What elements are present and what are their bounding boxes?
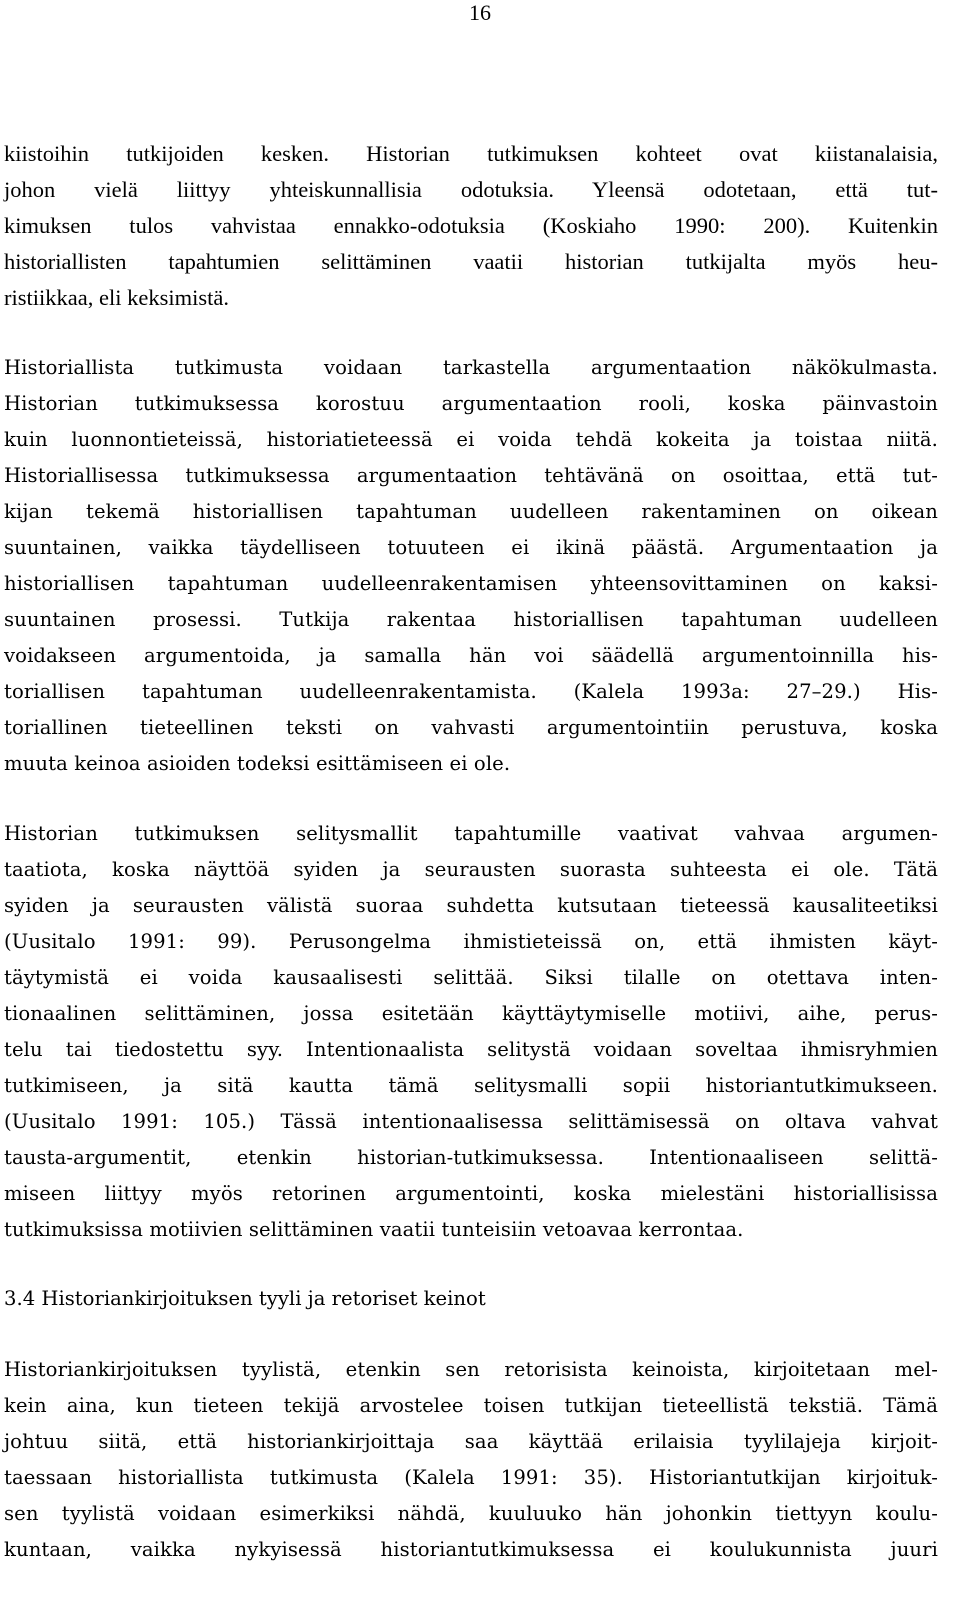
text-line: toriallisen tapahtuman uudelleenrakentamista. (Kalela 1993a: 27–29.) His-: [4, 680, 938, 703]
text-line: kein aina, kun tieteen tekijä arvostelee toisen tutkijan tieteellistä tekstiä. Tämä: [4, 1394, 938, 1417]
text-line: Historiallista tutkimusta voidaan tarkastella argumentaation näkökulmasta.: [4, 356, 938, 379]
text-line: sen tyylistä voidaan esimerkiksi nähdä, kuuluuko hän johonkin tiettyyn koulu-: [4, 1502, 938, 1525]
text-line: (Uusitalo 1991: 105.) Tässä intentionaalisessa selittämisessä on oltava vahvat: [4, 1110, 938, 1133]
text-line: tutkimiseen, ja sitä kautta tämä selitysmalli sopii historiantutkimukseen.: [4, 1074, 938, 1097]
text-line: Historian tutkimuksessa korostuu argumentaation rooli, koska päinvastoin: [4, 392, 938, 415]
text-line: kimuksen tulos vahvistaa ennakko-odotuksia (Koskiaho 1990: 200). Kuitenkin: [4, 213, 938, 238]
text-line: johtuu siitä, että historiankirjoittaja saa käyttää erilaisia tyylilajeja kirjoit-: [4, 1430, 938, 1453]
text-line: täytymistä ei voida kausaalisesti selittää. Siksi tilalle on otettava inten-: [4, 966, 938, 989]
text-line: suuntainen prosessi. Tutkija rakentaa historiallisen tapahtuman uudelleen: [4, 608, 938, 631]
text-line: historiallisten tapahtumien selittäminen vaatii historian tutkijalta myös heu-: [4, 249, 938, 274]
text-line: kuntaan, vaikka nykyisessä historiantutkimuksessa ei koulukunnista juuri: [4, 1538, 938, 1561]
text-line: telu tai tiedostettu syy. Intentionaalista selitystä voidaan soveltaa ihmisryhmien: [4, 1038, 938, 1061]
text-line: taessaan historiallista tutkimusta (Kalela 1991: 35). Historiantutkijan kirjoituk-: [4, 1466, 938, 1489]
page-number: 16: [469, 0, 491, 25]
text-line: kuin luonnontieteissä, historiatieteessä ei voida tehdä kokeita ja toistaa niitä.: [4, 428, 938, 451]
text-line: Historian tutkimuksen selitysmallit tapahtumille vaativat vahvaa argumen-: [4, 822, 938, 845]
text-line: tausta-argumentit, etenkin historian-tutkimuksessa. Intentionaaliseen selittä-: [4, 1146, 938, 1169]
text-line: taatiota, koska näyttöä syiden ja seurausten suorasta suhteesta ei ole. Tätä: [4, 858, 938, 881]
text-line: toriallinen tieteellinen teksti on vahvasti argumentointiin perustuva, koska: [4, 716, 938, 739]
text-line: miseen liittyy myös retorinen argumentointi, koska mielestäni historiallisissa: [4, 1182, 938, 1205]
text-line: tionaalinen selittäminen, jossa esitetään käyttäytymiselle motiivi, aihe, perus-: [4, 1002, 938, 1025]
text-line: Historiallisessa tutkimuksessa argumentaation tehtävänä on osoittaa, että tut-: [4, 464, 938, 487]
text-line: voidakseen argumentoida, ja samalla hän voi säädellä argumentoinnilla his-: [4, 644, 938, 667]
text-line: kiistoihin tutkijoiden kesken. Historian tutkimuksen kohteet ovat kiistanalaisia,: [4, 141, 938, 166]
text-line: tutkimuksissa motiivien selittäminen vaatii tunteisiin vetoavaa kerrontaa.: [4, 1218, 744, 1241]
text-line: ristiikkaa, eli keksimistä.: [4, 285, 229, 310]
text-line: muuta keinoa asioiden todeksi esittämiseen ei ole.: [4, 752, 511, 775]
text-line: historiallisen tapahtuman uudelleenrakentamisen yhteensovittaminen on kaksi-: [4, 572, 938, 595]
text-line: johon vielä liittyy yhteiskunnallisia odotuksia. Yleensä odotetaan, että tut-: [4, 177, 938, 202]
text-line: kijan tekemä historiallisen tapahtuman uudelleen rakentaminen on oikean: [4, 500, 938, 523]
text-line: syiden ja seurausten välistä suoraa suhdetta kutsutaan tieteessä kausaliteetiksi: [4, 894, 938, 917]
text-line: (Uusitalo 1991: 99). Perusongelma ihmistieteissä on, että ihmisten käyt-: [4, 930, 938, 953]
text-line: Historiankirjoituksen tyylistä, etenkin sen retorisista keinoista, kirjoitetaan mel-: [4, 1358, 938, 1381]
text-line: suuntainen, vaikka täydelliseen totuuteen ei ikinä päästä. Argumentaation ja: [4, 536, 938, 559]
section-heading: 3.4 Historiankirjoituksen tyyli ja retoriset keinot: [4, 1287, 486, 1310]
